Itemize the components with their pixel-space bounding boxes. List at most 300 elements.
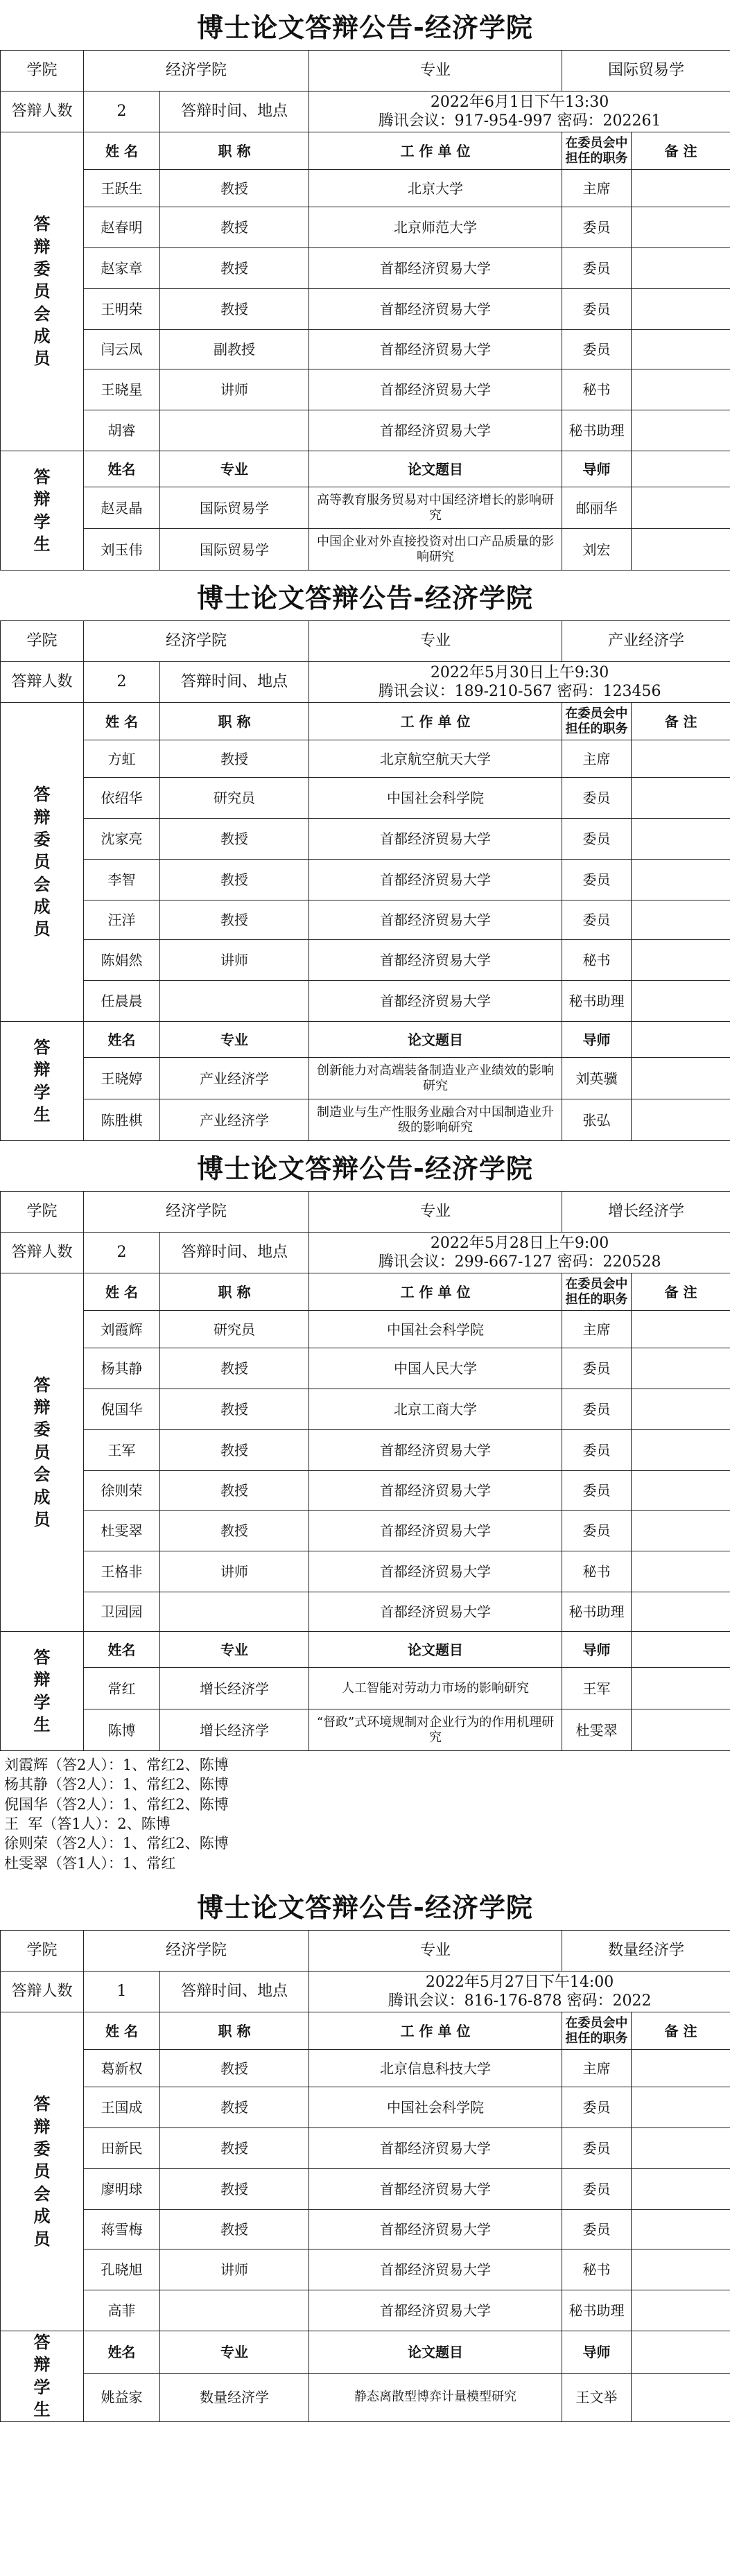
student-header-major: 专业 (160, 451, 309, 487)
member-name: 汪洋 (84, 900, 160, 940)
major-value: 增长经济学 (562, 1192, 730, 1233)
assignment-notes (0, 1751, 730, 1880)
committee-row (1, 2210, 730, 2249)
member-title: 研究员 (160, 1311, 309, 1348)
member-name: 胡睿 (84, 410, 160, 451)
announcement-table (0, 1191, 730, 1751)
member-unit: 北京大学 (309, 170, 562, 207)
member-role: 委员 (562, 2210, 632, 2249)
member-unit: 首都经济贸易大学 (309, 2210, 562, 2249)
member-name: 陈娟然 (84, 940, 160, 981)
student-header-advisor: 导师 (562, 1632, 632, 1668)
member-note (632, 1430, 730, 1471)
committee-section-label (1, 132, 84, 451)
member-title: 教授 (160, 1430, 309, 1471)
student-name: 姚益家 (84, 2373, 160, 2421)
student-row (1, 1668, 730, 1709)
vertical-char: 员 (33, 348, 51, 369)
committee-row (1, 1311, 730, 1348)
vertical-char: 答 (33, 214, 51, 234)
committee-row (1, 207, 730, 248)
member-role: 委员 (562, 207, 632, 248)
committee-row (1, 1592, 730, 1632)
committee-header-unit: 工 作 单 位 (309, 703, 562, 740)
time-place-value (309, 92, 730, 132)
member-role: 委员 (562, 2128, 632, 2169)
member-title: 教授 (160, 289, 309, 330)
member-note (632, 170, 730, 207)
member-unit: 首都经济贸易大学 (309, 330, 562, 369)
student-major: 增长经济学 (160, 1668, 309, 1709)
student-major: 数量经济学 (160, 2373, 309, 2421)
count-value: 2 (84, 92, 160, 132)
vertical-char: 学 (33, 2376, 51, 2397)
member-title: 教授 (160, 2050, 309, 2087)
announcement-table (0, 1930, 730, 2422)
vertical-char: 答 (33, 2332, 51, 2353)
thesis-title: 静态离散型博弈计量模型研究 (309, 2373, 562, 2421)
student-header-advisor: 导师 (562, 451, 632, 487)
member-unit: 首都经济贸易大学 (309, 369, 562, 410)
assignment-note-line: 杜雯翠（答1人）：1、常红 (4, 1854, 176, 1872)
count-label: 答辩人数 (1, 1233, 84, 1273)
student-header-row (1, 2331, 730, 2374)
vertical-char: 员 (33, 2161, 51, 2182)
meeting-info: 腾讯会议：189-210-567 密码：123456 (378, 683, 661, 700)
student-header-name: 姓名 (84, 1022, 160, 1058)
vertical-char: 辩 (33, 1669, 51, 1690)
member-unit: 首都经济贸易大学 (309, 900, 562, 940)
student-header-major: 专业 (160, 2331, 309, 2374)
member-title (160, 2290, 309, 2331)
assignment-note-line: 杨其静（答2人）：1、常红2、陈博 (4, 1776, 229, 1793)
committee-row (1, 410, 730, 451)
student-header-thesis: 论文题目 (309, 451, 562, 487)
member-name: 徐则荣 (84, 1471, 160, 1511)
student-header-row (1, 1022, 730, 1058)
member-note (632, 207, 730, 248)
member-unit: 首都经济贸易大学 (309, 1592, 562, 1632)
student-note (632, 1058, 730, 1099)
student-name: 王晓婷 (84, 1058, 160, 1099)
member-title: 教授 (160, 2169, 309, 2210)
member-role: 秘书助理 (562, 1592, 632, 1632)
student-header-advisor: 导师 (562, 1022, 632, 1058)
committee-row (1, 2169, 730, 2210)
member-name: 王晓星 (84, 369, 160, 410)
member-unit: 中国社会科学院 (309, 1311, 562, 1348)
student-header-thesis: 论文题目 (309, 1632, 562, 1668)
member-role: 委员 (562, 819, 632, 860)
college-value: 经济学院 (84, 1931, 309, 1972)
member-title: 副教授 (160, 330, 309, 369)
committee-row (1, 1471, 730, 1511)
count-value: 1 (84, 1972, 160, 2012)
vertical-char: 答 (33, 784, 51, 805)
advisor-name: 刘宏 (562, 529, 632, 571)
member-name: 田新民 (84, 2128, 160, 2169)
student-row (1, 529, 730, 571)
announcement-title: 博士论文答辩公告-经济学院 (197, 582, 533, 613)
vertical-char: 辩 (33, 489, 51, 510)
member-role: 委员 (562, 778, 632, 819)
member-unit: 北京师范大学 (309, 207, 562, 248)
count-row (1, 1972, 730, 2012)
committee-header-note: 备 注 (632, 1273, 730, 1311)
time-place-value (309, 1233, 730, 1273)
member-role: 秘书助理 (562, 2290, 632, 2331)
vertical-char: 生 (33, 1104, 51, 1124)
committee-header-note: 备 注 (632, 703, 730, 740)
member-note (632, 2128, 730, 2169)
member-name: 倪国华 (84, 1389, 160, 1430)
member-note (632, 248, 730, 289)
time-place-label: 答辩时间、地点 (160, 92, 309, 132)
announcement (0, 1141, 730, 1880)
vertical-char: 辩 (33, 236, 51, 256)
member-note (632, 1511, 730, 1551)
college-row (1, 621, 730, 662)
student-header-major: 专业 (160, 1022, 309, 1058)
member-title: 教授 (160, 1471, 309, 1511)
member-title (160, 981, 309, 1022)
college-label: 学院 (1, 51, 84, 92)
member-unit: 首都经济贸易大学 (309, 860, 562, 900)
announcement (0, 1880, 730, 2422)
meeting-info: 腾讯会议：816-176-878 密码：2022 (388, 1992, 652, 2010)
committee-row (1, 778, 730, 819)
student-major: 国际贸易学 (160, 487, 309, 529)
member-role: 秘书 (562, 369, 632, 410)
student-row (1, 1709, 730, 1751)
committee-header-title: 职 称 (160, 2012, 309, 2050)
member-role: 秘书 (562, 2249, 632, 2290)
member-title: 教授 (160, 2128, 309, 2169)
assignment-note-line: 徐则荣（答2人）：1、常红2、陈博 (4, 1835, 229, 1852)
member-unit: 首都经济贸易大学 (309, 1551, 562, 1592)
thesis-title: 中国企业对外直接投资对出口产品质量的影响研究 (309, 529, 562, 571)
student-note (632, 1099, 730, 1141)
college-value: 经济学院 (84, 1192, 309, 1233)
committee-row (1, 2050, 730, 2087)
major-label: 专业 (309, 51, 562, 92)
vertical-char: 辩 (33, 806, 51, 827)
meeting-info: 腾讯会议：917-954-997 密码：202261 (378, 112, 661, 130)
vertical-char: 生 (33, 2399, 51, 2420)
member-unit: 首都经济贸易大学 (309, 1471, 562, 1511)
member-name: 沈家亮 (84, 819, 160, 860)
committee-header-role: 在委员会中担任的职务 (562, 1273, 632, 1311)
student-header-blank (632, 2331, 730, 2374)
thesis-title: 创新能力对高端装备制造业产业绩效的影响研究 (309, 1058, 562, 1099)
college-label: 学院 (1, 1931, 84, 1972)
vertical-char: 委 (33, 828, 51, 849)
member-name: 赵春明 (84, 207, 160, 248)
committee-row (1, 330, 730, 369)
member-title: 教授 (160, 740, 309, 778)
student-header-name: 姓名 (84, 451, 160, 487)
committee-header-title: 职 称 (160, 703, 309, 740)
college-value: 经济学院 (84, 621, 309, 662)
member-unit: 中国社会科学院 (309, 778, 562, 819)
member-name: 孔晓旭 (84, 2249, 160, 2290)
member-note (632, 1592, 730, 1632)
student-row (1, 1099, 730, 1141)
time-place-label: 答辩时间、地点 (160, 662, 309, 703)
student-header-blank (632, 1632, 730, 1668)
committee-header-role: 在委员会中担任的职务 (562, 703, 632, 740)
defense-time: 2022年5月30日上午9:30 (430, 663, 609, 681)
member-unit: 首都经济贸易大学 (309, 1430, 562, 1471)
vertical-char: 员 (33, 851, 51, 872)
member-title: 研究员 (160, 778, 309, 819)
member-title: 教授 (160, 900, 309, 940)
count-row (1, 92, 730, 132)
advisor-name: 刘英骥 (562, 1058, 632, 1099)
count-value: 2 (84, 1233, 160, 1273)
student-section-label (1, 1022, 84, 1141)
member-note (632, 900, 730, 940)
count-row (1, 1233, 730, 1273)
member-title: 教授 (160, 1348, 309, 1389)
student-header-blank (632, 451, 730, 487)
student-header-advisor: 导师 (562, 2331, 632, 2374)
committee-row (1, 2249, 730, 2290)
member-role: 委员 (562, 1430, 632, 1471)
member-role: 主席 (562, 170, 632, 207)
member-role: 秘书 (562, 940, 632, 981)
student-name: 陈胜棋 (84, 1099, 160, 1141)
vertical-char: 员 (33, 281, 51, 302)
member-note (632, 2050, 730, 2087)
assignment-note-line: 刘霞辉（答2人）：1、常红2、陈博 (4, 1757, 229, 1773)
member-note (632, 860, 730, 900)
announcement-title: 博士论文答辩公告-经济学院 (197, 12, 533, 43)
student-name: 赵灵晶 (84, 487, 160, 529)
member-role: 委员 (562, 2087, 632, 2128)
committee-header-name: 姓 名 (84, 703, 160, 740)
member-note (632, 1311, 730, 1348)
member-note (632, 940, 730, 981)
member-unit: 首都经济贸易大学 (309, 1511, 562, 1551)
committee-row (1, 2290, 730, 2331)
member-name: 高菲 (84, 2290, 160, 2331)
thesis-title: 人工智能对劳动力市场的影响研究 (309, 1668, 562, 1709)
vertical-char: 成 (33, 1486, 51, 1507)
member-name: 依绍华 (84, 778, 160, 819)
member-name: 葛新权 (84, 2050, 160, 2087)
committee-row (1, 2087, 730, 2128)
member-unit: 首都经济贸易大学 (309, 819, 562, 860)
count-label: 答辩人数 (1, 662, 84, 703)
member-note (632, 819, 730, 860)
member-unit: 首都经济贸易大学 (309, 2290, 562, 2331)
time-place-value (309, 662, 730, 703)
member-role: 委员 (562, 1348, 632, 1389)
member-unit: 首都经济贸易大学 (309, 2128, 562, 2169)
member-note (632, 2210, 730, 2249)
thesis-title: 高等教育服务贸易对中国经济增长的影响研究 (309, 487, 562, 529)
member-role: 主席 (562, 740, 632, 778)
student-section-label (1, 1632, 84, 1751)
committee-row (1, 289, 730, 330)
member-unit: 北京信息科技大学 (309, 2050, 562, 2087)
committee-row (1, 248, 730, 289)
college-label: 学院 (1, 1192, 84, 1233)
member-role: 委员 (562, 1471, 632, 1511)
member-note (632, 1551, 730, 1592)
member-title: 教授 (160, 1511, 309, 1551)
student-note (632, 2373, 730, 2421)
vertical-char: 答 (33, 1036, 51, 1057)
vertical-char: 委 (33, 1419, 51, 1440)
committee-row (1, 2128, 730, 2169)
vertical-char: 学 (33, 1081, 51, 1102)
vertical-char: 员 (33, 919, 51, 939)
committee-header-role: 在委员会中担任的职务 (562, 132, 632, 170)
committee-row (1, 1511, 730, 1551)
member-name: 杨其静 (84, 1348, 160, 1389)
announcement-title: 博士论文答辩公告-经济学院 (197, 1892, 533, 1923)
advisor-name: 王文举 (562, 2373, 632, 2421)
member-role: 委员 (562, 248, 632, 289)
member-name: 王军 (84, 1430, 160, 1471)
vertical-char: 成 (33, 2206, 51, 2227)
member-role: 委员 (562, 289, 632, 330)
committee-header-unit: 工 作 单 位 (309, 2012, 562, 2050)
thesis-title: “督政”式环境规制对企业行为的作用机理研究 (309, 1709, 562, 1751)
member-role: 委员 (562, 860, 632, 900)
student-header-row (1, 1632, 730, 1668)
meeting-info: 腾讯会议：299-667-127 密码：220528 (378, 1253, 661, 1271)
announcement-title: 博士论文答辩公告-经济学院 (197, 1153, 533, 1184)
committee-header-note: 备 注 (632, 132, 730, 170)
student-note (632, 487, 730, 529)
assignment-note-line: 王 军（答1人）：2、陈博 (4, 1816, 171, 1833)
member-name: 李智 (84, 860, 160, 900)
member-role: 秘书助理 (562, 410, 632, 451)
member-role: 秘书助理 (562, 981, 632, 1022)
member-note (632, 2169, 730, 2210)
student-header-row (1, 451, 730, 487)
student-row (1, 487, 730, 529)
vertical-char: 会 (33, 2183, 51, 2204)
member-name: 卫园园 (84, 1592, 160, 1632)
vertical-char: 员 (33, 1508, 51, 1529)
major-value: 国际贸易学 (562, 51, 730, 92)
member-note (632, 1348, 730, 1389)
time-place-label: 答辩时间、地点 (160, 1972, 309, 2012)
count-row (1, 662, 730, 703)
committee-header-row (1, 2012, 730, 2050)
major-label: 专业 (309, 1192, 562, 1233)
vertical-char: 委 (33, 258, 51, 279)
member-note (632, 1389, 730, 1430)
student-name: 陈博 (84, 1709, 160, 1751)
committee-header-unit: 工 作 单 位 (309, 132, 562, 170)
major-value: 产业经济学 (562, 621, 730, 662)
member-title: 教授 (160, 1389, 309, 1430)
defense-time: 2022年5月27日下午14:00 (425, 1973, 614, 1991)
committee-header-name: 姓 名 (84, 2012, 160, 2050)
college-value: 经济学院 (84, 51, 309, 92)
student-section-label (1, 2331, 84, 2422)
committee-header-role: 在委员会中担任的职务 (562, 2012, 632, 2050)
college-row (1, 1192, 730, 1233)
committee-row (1, 369, 730, 410)
committee-header-title: 职 称 (160, 1273, 309, 1311)
advisor-name: 邮丽华 (562, 487, 632, 529)
committee-header-name: 姓 名 (84, 1273, 160, 1311)
announcement-table (0, 50, 730, 571)
student-note (632, 1668, 730, 1709)
committee-row (1, 819, 730, 860)
advisor-name: 王军 (562, 1668, 632, 1709)
thesis-title: 制造业与生产性服务业融合对中国制造业升级的影响研究 (309, 1099, 562, 1141)
major-label: 专业 (309, 621, 562, 662)
student-note (632, 1709, 730, 1751)
student-row (1, 1058, 730, 1099)
announcement-table (0, 620, 730, 1141)
vertical-char: 答 (33, 2094, 51, 2114)
member-role: 委员 (562, 1389, 632, 1430)
member-unit: 首都经济贸易大学 (309, 940, 562, 981)
announcement (0, 0, 730, 571)
member-unit: 首都经济贸易大学 (309, 2249, 562, 2290)
member-title: 教授 (160, 2087, 309, 2128)
member-role: 委员 (562, 2169, 632, 2210)
member-role: 主席 (562, 2050, 632, 2087)
student-note (632, 529, 730, 571)
member-title: 教授 (160, 207, 309, 248)
committee-row (1, 170, 730, 207)
member-role: 秘书 (562, 1551, 632, 1592)
announcement (0, 571, 730, 1141)
committee-header-row (1, 1273, 730, 1311)
committee-header-note: 备 注 (632, 2012, 730, 2050)
member-name: 刘霞辉 (84, 1311, 160, 1348)
committee-section-label (1, 703, 84, 1022)
member-name: 闫云凤 (84, 330, 160, 369)
member-note (632, 981, 730, 1022)
committee-header-title: 职 称 (160, 132, 309, 170)
member-role: 委员 (562, 330, 632, 369)
student-section-label (1, 451, 84, 571)
member-name: 王国成 (84, 2087, 160, 2128)
committee-row (1, 740, 730, 778)
student-name: 常红 (84, 1668, 160, 1709)
committee-row (1, 981, 730, 1022)
member-title: 讲师 (160, 1551, 309, 1592)
college-row (1, 1931, 730, 1972)
member-note (632, 2249, 730, 2290)
member-name: 方虹 (84, 740, 160, 778)
count-label: 答辩人数 (1, 1972, 84, 2012)
member-note (632, 2290, 730, 2331)
student-header-thesis: 论文题目 (309, 2331, 562, 2374)
vertical-char: 生 (33, 1714, 51, 1734)
member-note (632, 1471, 730, 1511)
member-name: 王明荣 (84, 289, 160, 330)
student-header-major: 专业 (160, 1632, 309, 1668)
major-label: 专业 (309, 1931, 562, 1972)
member-name: 廖明球 (84, 2169, 160, 2210)
vertical-char: 成 (33, 896, 51, 917)
member-title: 教授 (160, 860, 309, 900)
major-value: 数量经济学 (562, 1931, 730, 1972)
vertical-char: 辩 (33, 2354, 51, 2375)
committee-section-label (1, 2012, 84, 2331)
